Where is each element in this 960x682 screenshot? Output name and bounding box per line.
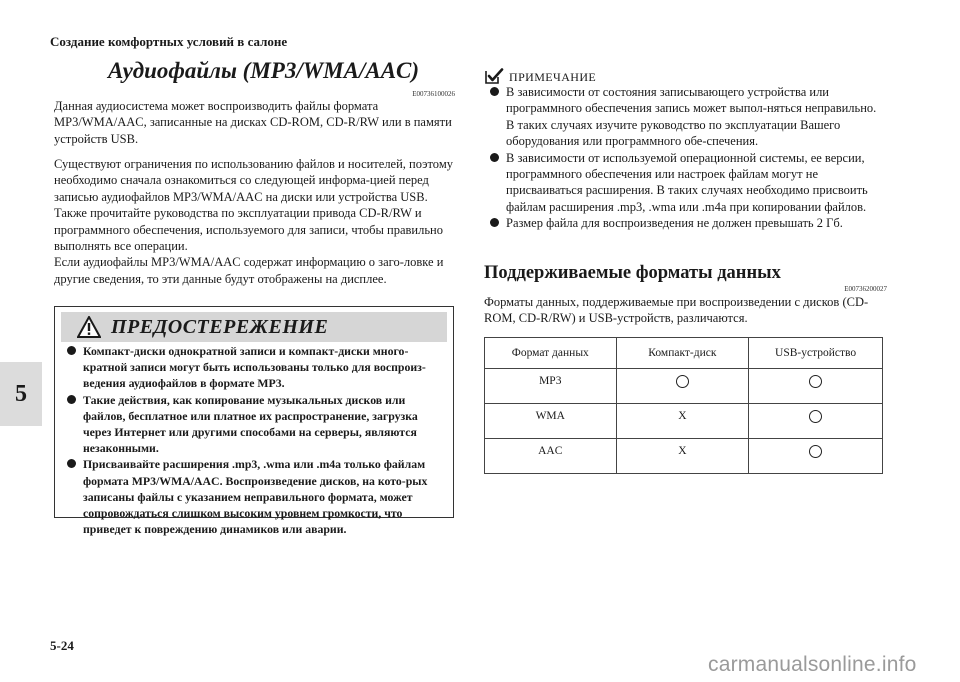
warning-item: Компакт-диски однократной записи и компакт-диски много-кратной записи могут быть использованы только для воспроиз-ведения аудиофайлов в формате MP3. — [63, 343, 445, 392]
warning-item: Такие действия, как копирование музыкальных дисков или файлов, бесплатное или платное их распространение, загрузка через Интернет или другими способами на серверы, являются незаконными. — [63, 392, 445, 457]
restrictions-text — [54, 156, 459, 287]
format-cell: WMA — [485, 404, 617, 439]
cd-support-cell: X — [616, 404, 749, 439]
bullet-icon — [67, 459, 76, 468]
supported-circle-icon — [676, 375, 689, 388]
bullet-icon — [490, 153, 499, 162]
warning-box — [54, 306, 454, 537]
warning-list — [63, 343, 445, 537]
cd-support-cell: X — [616, 439, 749, 474]
table-row — [485, 369, 883, 404]
section-code: E00736100026 — [412, 90, 455, 98]
formats-paragraph: Форматы данных, поддерживаемые при воспроизведении с дисков (CD-ROM, CD-R/RW) и USB-устройств, различаются. — [484, 295, 869, 326]
note-item: В зависимости от используемой операционной системы, ее версии, программного обеспечения или настроек файлам могут не присваиваться расширения. В таких случаях необходимо присвоить файлам расширения .mp3, .wma или .m4a при копировании файлов. — [486, 150, 886, 216]
note-list — [486, 84, 886, 232]
column-header-cd: Компакт-диск — [616, 338, 749, 369]
watermark: carmanualsonline.info — [708, 653, 917, 676]
table-header-row — [485, 338, 883, 369]
column-header-format: Формат данных — [485, 338, 617, 369]
warning-item: Присваивайте расширения .mp3, .wma или .m4a только файлам формата MP3/WMA/AAC. Воспроизведение дисков, на кото-рых записаны файлы с указанием неправильного формата, может сопровождаться слишком высоким уровнем громкости, что приведет к повреждению динамиков или аварии. — [63, 456, 445, 537]
chapter-tab: 5 — [0, 362, 42, 426]
warning-triangle-icon — [77, 316, 101, 338]
note-item: В зависимости от состояния записывающего устройства или программного обеспечения запись может выпол-няться неправильно. В таких случаях изучите руководство по эксплуатации Вашего оборудования или программного обе-спечения. — [486, 84, 886, 150]
paragraph-tags: Если аудиофайлы MP3/WMA/AAC содержат информацию о заго-ловке и другие сведения, то эти данные будут отображены на дисплее. — [54, 255, 444, 286]
bullet-icon — [490, 87, 499, 96]
running-header: Создание комфортных условий в салоне — [50, 34, 288, 49]
section-code: E00736200027 — [844, 285, 887, 293]
supported-circle-icon — [809, 445, 822, 458]
format-cell: AAC — [485, 439, 617, 474]
column-header-usb: USB-устройство — [749, 338, 883, 369]
warning-header — [61, 312, 447, 342]
note-item: Размер файла для воспроизведения не должен превышать 2 Гб. — [486, 215, 886, 231]
table-row — [485, 439, 883, 474]
usb-support-cell — [749, 404, 883, 439]
section-title-formats: Поддерживаемые форматы данных — [484, 263, 781, 283]
bullet-icon — [490, 218, 499, 227]
page-number: 5-24 — [50, 638, 74, 653]
section-title-audio-files: Аудиофайлы (MP3/WMA/AAC) — [108, 58, 420, 83]
note-title: ПРИМЕЧАНИЕ — [509, 69, 597, 84]
supported-circle-icon — [809, 410, 822, 423]
table-row — [485, 404, 883, 439]
intro-paragraph: Данная аудиосистема может воспроизводить файлы формата MP3/WMA/AAC, записанные на дисках CD-ROM, CD-R/RW или в памяти устройств USB. — [54, 99, 452, 146]
format-cell: MP3 — [485, 369, 617, 404]
bullet-icon — [67, 346, 76, 355]
supported-circle-icon — [809, 375, 822, 388]
warning-title: ПРЕДОСТЕРЕЖЕНИЕ — [111, 315, 329, 338]
paragraph-restrictions: Существуют ограничения по использованию файлов и носителей, поэтому необходимо сначала ознакомиться со следующей информа-цией перед записью аудиофайлов MP3/WMA/AAC на диски или устройства USB. — [54, 157, 453, 204]
formats-table — [484, 337, 883, 474]
usb-support-cell — [749, 439, 883, 474]
usb-support-cell — [749, 369, 883, 404]
cd-support-cell — [616, 369, 749, 404]
bullet-icon — [67, 395, 76, 404]
paragraph-manuals: Также прочитайте руководства по эксплуатации привода CD-R/RW и программного обеспечения, используемого для записи, чтобы правильно выполнять все операции. — [54, 206, 444, 254]
